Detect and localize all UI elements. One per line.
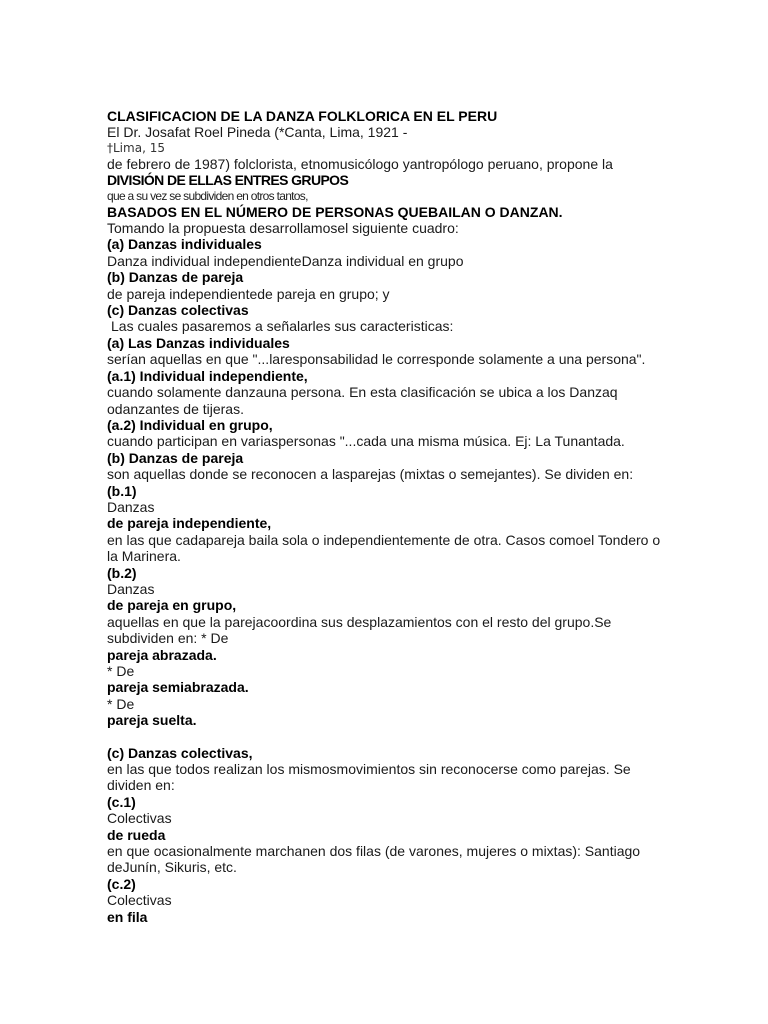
paragraph-line: Danzas [107, 580, 155, 597]
section-heading: DIVISIÓN DE ELLAS ENTRES GRUPOS [107, 172, 349, 189]
document-title: CLASIFICACION DE LA DANZA FOLKLORICA EN EL PERU [107, 108, 498, 124]
paragraph-line: en que ocasionalmente marchanen dos filas (de varones, mujeres o mixtas): Santiago [107, 843, 641, 860]
blank-line [107, 729, 667, 745]
section-heading: (c.2) [107, 875, 136, 892]
section-heading: (c) Danzas colectivas, [107, 744, 253, 761]
paragraph-line: aquellas en que la parejacoordina sus desplazamientos con el resto del grupo.Se [107, 613, 612, 630]
section-heading: pareja semiabrazada. [107, 679, 249, 696]
paragraph-line: Danzas [107, 498, 155, 515]
paragraph-line: Las cuales pasaremos a señalarles sus caracteristicas: [111, 318, 454, 335]
paragraph-line: de febrero de 1987) folclorista, etnomusicólogo yantropólogo peruano, propone la [107, 155, 613, 172]
paragraph-line: * De [107, 663, 135, 679]
section-heading: (a) Danzas individuales [107, 236, 262, 253]
paragraph-line: Tomando la propuesta desarrollamosel siguiente cuadro: [107, 220, 459, 237]
section-heading: (b.2) [107, 564, 137, 581]
section-heading: (a.2) Individual en grupo, [107, 416, 273, 433]
section-heading: BASADOS EN EL NÚMERO DE PERSONAS QUEBAILAN O DANZAN. [107, 203, 563, 220]
paragraph-line: Colectivas [107, 810, 172, 827]
document-page [107, 108, 667, 925]
paragraph-line: El Dr. Josafat Roel Pineda (*Canta, Lima, 1921 - [107, 124, 408, 141]
section-heading: (b) Danzas de pareja [107, 269, 244, 286]
paragraph-line: * De [107, 695, 135, 712]
section-heading: de pareja independiente, [107, 515, 272, 532]
section-heading: (b.1) [107, 482, 137, 499]
paragraph-line: subdividen en: * De [107, 630, 229, 647]
paragraph-line: odanzantes de tijeras. [107, 400, 244, 417]
paragraph-line: en las que todos realizan los mismosmovimientos sin reconocerse como parejas. Se [107, 761, 631, 778]
paragraph-line: son aquellas donde se reconocen a lasparejas (mixtas o semejantes). Se dividen en: [107, 466, 634, 483]
paragraph-line: serían aquellas en que "...laresponsabilidad le corresponde solamente a una persona". [107, 351, 646, 368]
section-heading: (c.1) [107, 793, 136, 810]
section-heading: (b) Danzas de pareja [107, 449, 244, 466]
paragraph-line: de pareja independientede pareja en grupo; y [107, 285, 390, 302]
paragraph-line: dividen en: [107, 777, 175, 794]
paragraph-line: cuando solamente danzauna persona. En esta clasificación se ubica a los Danzaq [107, 384, 618, 401]
paragraph-line: deJunín, Sikuris, etc. [107, 859, 237, 876]
paragraph-line: Danza individual independienteDanza individual en grupo [107, 252, 464, 269]
paragraph-line: Colectivas [107, 892, 172, 909]
paragraph-line: cuando participan en variaspersonas "...cada una misma música. Ej: La Tunantada. [107, 433, 625, 450]
paragraph-line: la Marinera. [107, 548, 181, 565]
paragraph-line: en las que cadapareja baila sola o independientemente de otra. Casos comoel Tondero o [107, 531, 661, 548]
paragraph-line: †Lima, 15 [107, 140, 165, 155]
section-heading: (c) Danzas colectivas [107, 302, 249, 319]
section-heading: pareja suelta. [107, 712, 197, 729]
section-heading: (a.1) Individual independiente, [107, 367, 308, 384]
section-heading: de pareja en grupo, [107, 597, 237, 614]
section-heading: de rueda [107, 826, 166, 843]
paragraph-line: que a su vez se subdividen en otros tantos, [107, 188, 308, 203]
section-heading: pareja abrazada. [107, 646, 217, 663]
section-heading: en fila [107, 908, 148, 925]
section-heading: (a) Las Danzas individuales [107, 334, 290, 351]
